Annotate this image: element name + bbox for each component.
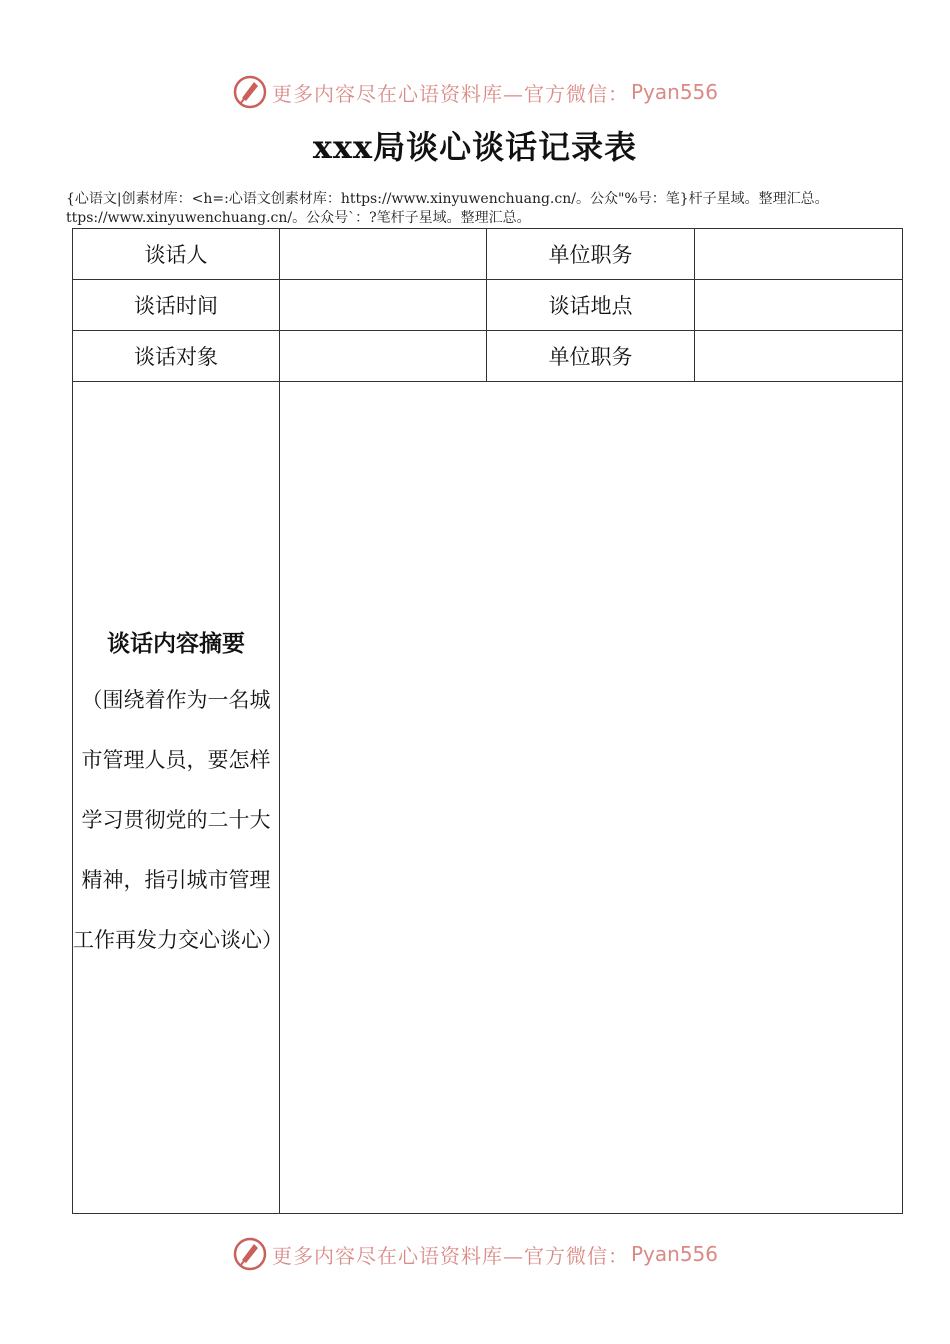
logo-icon	[232, 1236, 268, 1272]
interviewer-field[interactable]	[280, 229, 487, 280]
label-target-position: 单位职务	[487, 331, 695, 382]
summary-label-cell	[73, 382, 283, 1214]
target-position-field[interactable]	[695, 331, 903, 382]
banner-wechat-id: Pyan556	[630, 80, 718, 104]
table-row	[73, 382, 903, 1214]
record-form-table	[72, 228, 903, 1214]
label-interviewer: 谈话人	[73, 229, 280, 280]
table-row	[73, 229, 903, 280]
talk-target-field[interactable]	[280, 331, 487, 382]
label-talk-target: 谈话对象	[73, 331, 280, 382]
logo-icon	[232, 74, 268, 110]
table-row	[73, 280, 903, 331]
label-talk-time: 谈话时间	[73, 280, 280, 331]
table-row	[73, 331, 903, 382]
position-field[interactable]	[695, 229, 903, 280]
talk-time-field[interactable]	[280, 280, 487, 331]
footer-banner	[0, 1232, 950, 1276]
label-position: 单位职务	[487, 229, 695, 280]
banner-wechat-id: Pyan556	[630, 1242, 718, 1266]
summary-title: 谈话内容摘要	[107, 631, 245, 657]
banner-text: 更多内容尽在心语资料库—官方微信：	[271, 1243, 629, 1268]
banner-text: 更多内容尽在心语资料库—官方微信：	[271, 81, 629, 106]
watermark-line-1: {心语文|创素材库：<h=:心语文创素材库：https://www.xinyuwenchuang.cn/。公众"%号：笔}杆子星域。整理汇总。	[66, 191, 829, 207]
summary-instructions: （围绕着作为一名城市管理人员，要怎样学习贯彻党的二十大精神，指引城市管理工作再发力交心谈心）	[73, 688, 283, 952]
talk-location-field[interactable]	[695, 280, 903, 331]
summary-content-field[interactable]	[280, 382, 903, 1214]
watermark-line-2: ttps://www.xinyuwenchuang.cn/。公众号`：?笔杆子星域。整理汇总。	[66, 210, 531, 226]
page-title: xxx局谈心谈话记录表	[312, 128, 638, 166]
label-talk-location: 谈话地点	[487, 280, 695, 331]
header-banner	[0, 70, 950, 114]
